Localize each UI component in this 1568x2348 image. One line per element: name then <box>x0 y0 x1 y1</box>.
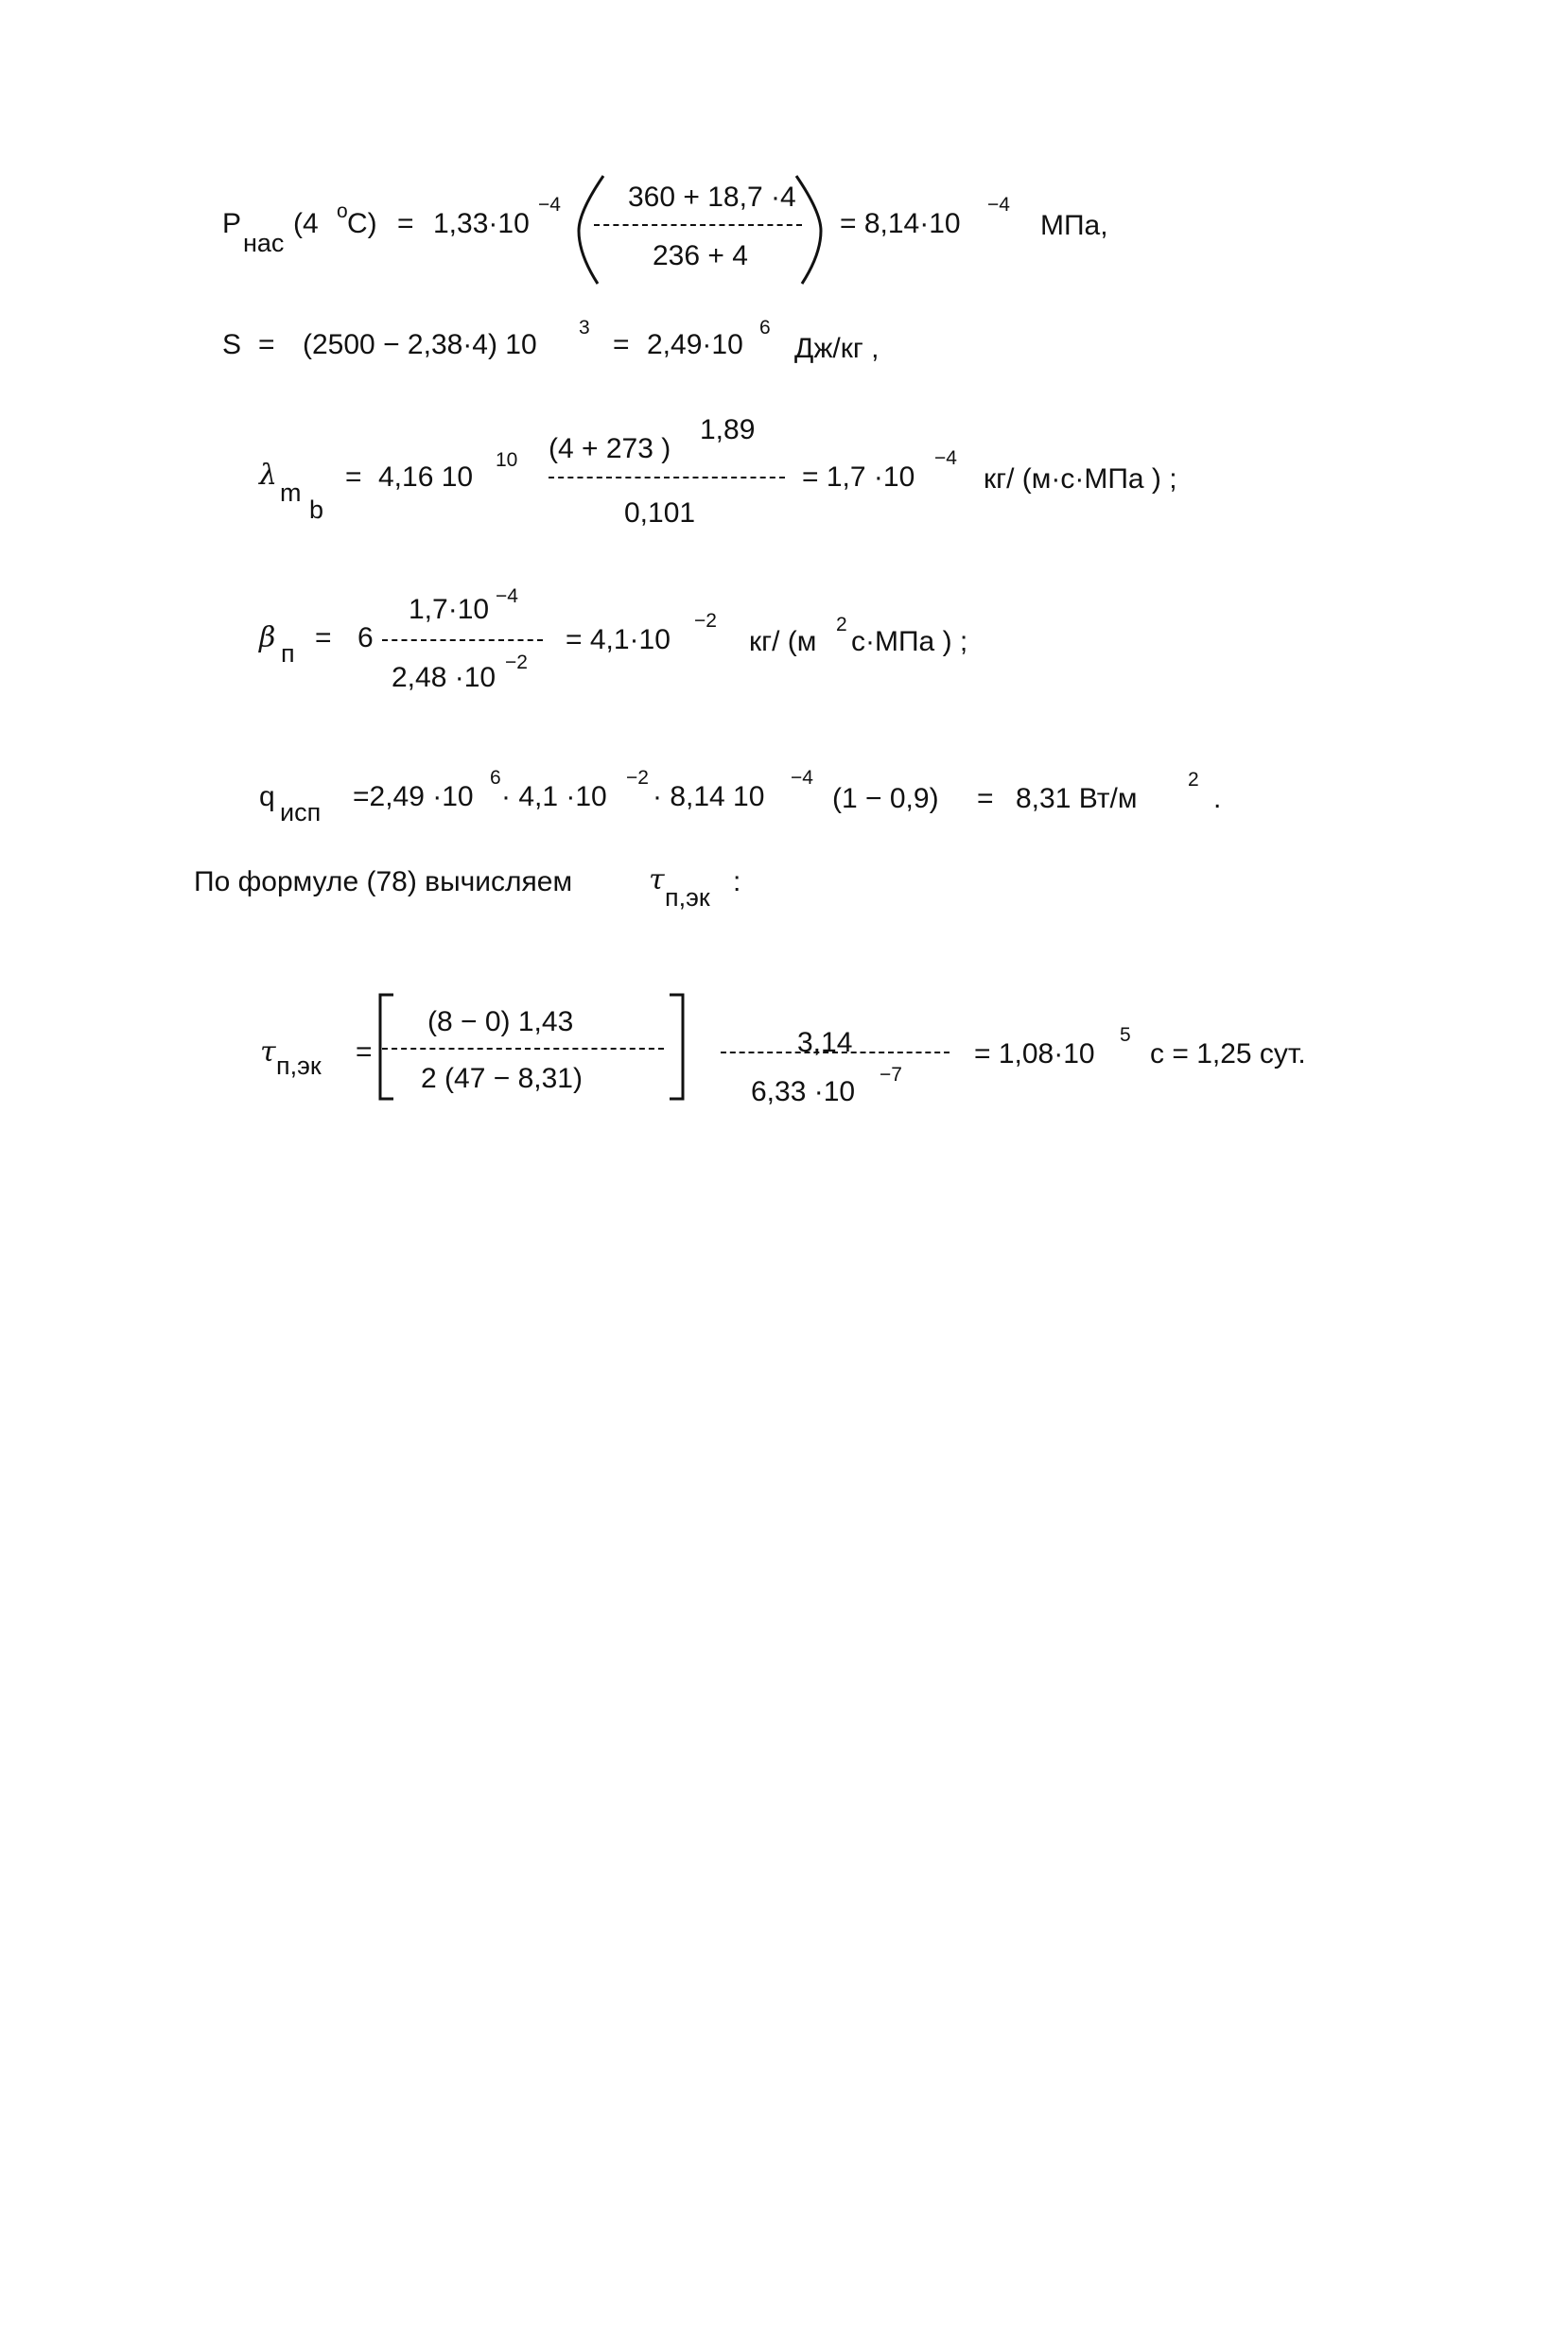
result-exponent: −4 <box>987 194 1010 216</box>
expression: (2500 − 2,38·4) 10 <box>303 329 537 360</box>
subscript-pek: п,эк <box>665 883 710 912</box>
result-value: = 1,08·10 <box>974 1038 1095 1070</box>
denominator-exponent: −2 <box>505 652 528 673</box>
expression-part-d: (1 − 0,9) <box>832 783 939 814</box>
coefficient: 1,33·10 <box>433 208 530 239</box>
symbol-p: P <box>222 208 242 239</box>
equals-sign: = <box>315 622 332 653</box>
expression-part-c: · 8,14 10 <box>653 781 765 812</box>
result-value: = 4,1·10 <box>566 624 671 655</box>
unit-part-b: с·МПа ) ; <box>851 626 968 657</box>
left-bracket <box>376 993 395 1101</box>
expression-part-a: =2,49 ·10 <box>353 781 474 812</box>
argument-close: C) <box>347 208 377 239</box>
result-exponent: 6 <box>759 317 771 339</box>
coefficient: 6 <box>357 622 374 653</box>
expression-part-b-exponent: −2 <box>626 767 649 789</box>
numerator: (4 + 273 ) <box>549 433 671 464</box>
symbol-tau: τ <box>260 1035 276 1069</box>
numerator: 360 + 18,7 ·4 <box>628 182 796 213</box>
numerator: (8 − 0) 1,43 <box>427 1006 574 1037</box>
result-value: = 8,14·10 <box>840 208 961 239</box>
result-exponent: 2 <box>1188 769 1199 791</box>
numerator-exponent: −4 <box>496 585 518 607</box>
subscript-b: b <box>309 496 324 524</box>
denominator: 2,48 ·10 <box>392 662 497 693</box>
second-fraction-bar <box>721 1052 950 1053</box>
subscript-pek: п,эк <box>276 1052 322 1080</box>
fraction-bar <box>382 1048 664 1050</box>
result-value: 2,49·10 <box>647 329 743 360</box>
second-denominator: 6,33 ·10 <box>751 1076 856 1107</box>
symbol-s: S <box>222 329 242 360</box>
subscript-isp: исп <box>280 798 322 826</box>
numerator-exponent: 1,89 <box>700 414 756 445</box>
denominator: 236 + 4 <box>653 240 748 271</box>
unit-part-a: кг/ (м <box>749 626 817 657</box>
coefficient-exponent: 10 <box>496 449 518 471</box>
second-denominator-exponent: −7 <box>880 1064 902 1086</box>
end-period: . <box>1213 783 1222 814</box>
subscript-p: п <box>281 639 295 668</box>
unit: кг/ (м·с·МПа ) ; <box>984 463 1177 495</box>
symbol-lambda: λ <box>259 459 278 492</box>
result-value: 8,31 Вт/м <box>1016 783 1138 814</box>
equals-sign: = <box>345 461 362 493</box>
unit-exponent: 2 <box>836 614 847 635</box>
right-bracket <box>668 993 687 1101</box>
unit: Дж/кг , <box>794 333 880 364</box>
colon: : <box>733 866 741 897</box>
denominator: 2 (47 − 8,31) <box>421 1063 583 1094</box>
symbol-q: q <box>259 781 275 812</box>
result-value: = 1,7 ·10 <box>802 461 915 493</box>
denominator: 0,101 <box>624 497 696 529</box>
result-days: с = 1,25 сут. <box>1150 1038 1306 1070</box>
equals-sign-2: = <box>613 329 630 360</box>
expression-exponent: 3 <box>579 317 590 339</box>
degree-sign: o <box>337 200 348 222</box>
expression-part-c-exponent: −4 <box>791 767 813 789</box>
argument-open: (4 <box>293 208 319 239</box>
fraction-bar <box>382 639 543 641</box>
right-paren <box>794 174 825 286</box>
coefficient-exponent: −4 <box>538 194 561 216</box>
expression-part-a-exponent: 6 <box>490 767 501 789</box>
fraction-bar <box>594 224 802 226</box>
equals-sign: = <box>977 783 994 814</box>
coefficient: 4,16 10 <box>378 461 474 493</box>
second-numerator: 3,14 <box>797 1027 853 1058</box>
symbol-beta: β <box>259 621 276 654</box>
expression-part-b: · 4,1 ·10 <box>501 781 607 812</box>
paragraph-text: По формуле (78) вычисляем <box>194 866 573 897</box>
result-exponent: −4 <box>934 447 957 469</box>
result-exponent: 5 <box>1120 1024 1131 1046</box>
symbol-tau: τ <box>649 863 665 896</box>
equals-sign: = <box>356 1036 373 1068</box>
equals-sign: = <box>397 208 414 239</box>
result-exponent: −2 <box>694 610 717 632</box>
fraction-bar <box>549 477 785 478</box>
equals-sign: = <box>258 329 275 360</box>
unit: МПа, <box>1040 210 1108 241</box>
subscript-nas: нас <box>243 229 285 257</box>
subscript-m: m <box>280 478 302 507</box>
numerator: 1,7·10 <box>409 594 490 625</box>
left-paren <box>575 174 605 286</box>
